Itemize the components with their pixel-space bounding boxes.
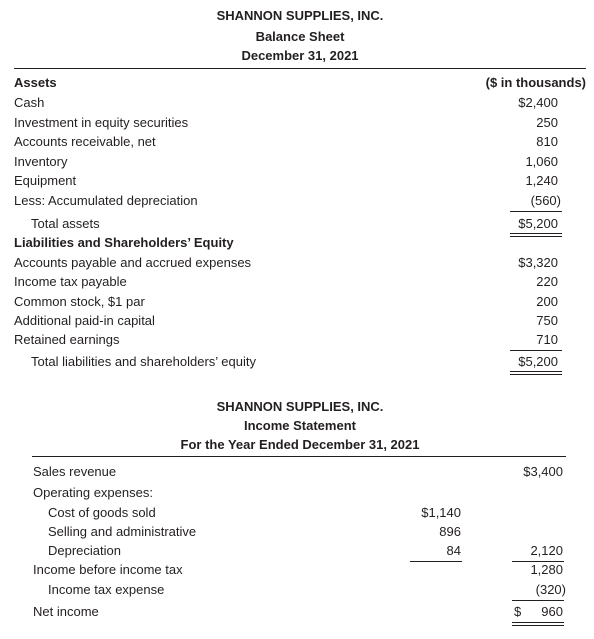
expenses-subtotal-rule [410,561,462,562]
total-assets-double-rule-1 [510,233,562,234]
equity-amount-retained-earnings: 710 [536,332,558,347]
expense-label-selling-admin: Selling and administrative [48,524,197,539]
liability-label-payables: Accounts payable and accrued expenses [14,255,252,270]
equity-label-retained-earnings: Retained earnings [14,332,120,347]
total-liabilities-rule [510,350,562,351]
asset-amount-inventory: 1,060 [525,154,558,169]
total-assets-label: Total assets [31,216,100,231]
asset-label-equipment: Equipment [14,173,77,188]
expense-amount-depreciation: 84 [446,543,461,558]
equity-label-common-stock: Common stock, $1 par [14,294,145,309]
expense-amount-cogs: $1,140 [421,505,461,520]
sales-revenue-amount: $3,400 [523,464,563,479]
asset-amount-cash: $2,400 [518,95,558,110]
equity-amount-apic: 750 [536,313,558,328]
bs-title: Balance Sheet [255,29,345,44]
bs-company-name: SHANNON SUPPLIES, INC. [216,8,384,23]
tax-expense-label: Income tax expense [48,582,165,597]
bs-date: December 31, 2021 [241,48,359,63]
bs-header-rule [14,68,586,69]
liability-label-tax-payable: Income tax payable [14,274,127,289]
net-income-currency: $ [514,604,522,619]
net-income-amount: 960 [541,604,563,619]
is-period: For the Year Ended December 31, 2021 [180,437,420,452]
is-header-rule [32,456,566,457]
expense-amount-selling-admin: 896 [439,524,461,539]
total-liabilities-double-rule-2 [510,374,562,375]
asset-amount-equipment: 1,240 [525,173,558,188]
total-liabilities-amount: $5,200 [518,354,558,369]
asset-label-depreciation: Less: Accumulated depreciation [14,193,198,208]
assets-heading: Assets [14,75,57,90]
net-income-rule [512,600,564,601]
tax-expense-amount: (320) [535,582,566,597]
asset-amount-investment: 250 [536,115,558,130]
sales-revenue-label: Sales revenue [33,464,117,479]
asset-amount-depreciation: (560) [530,193,561,208]
units-label: ($ in thousands) [485,75,586,90]
asset-label-inventory: Inventory [14,154,68,169]
liabilities-heading: Liabilities and Shareholders’ Equity [14,235,234,250]
asset-label-cash: Cash [14,95,45,110]
is-company-name: SHANNON SUPPLIES, INC. [216,399,384,414]
asset-label-investment: Investment in equity securities [14,115,189,130]
net-income-double-rule-1 [512,622,564,623]
asset-label-receivable: Accounts receivable, net [14,134,156,149]
equity-amount-common-stock: 200 [536,294,558,309]
total-assets-amount: $5,200 [518,216,558,231]
net-income-double-rule-2 [512,625,564,626]
net-income-label: Net income [33,604,99,619]
income-before-tax-label: Income before income tax [33,562,183,577]
asset-amount-receivable: 810 [536,134,558,149]
total-assets-double-rule-2 [510,236,562,237]
total-liabilities-double-rule-1 [510,371,562,372]
income-before-tax-amount: 1,280 [530,562,563,577]
total-expenses-amount: 2,120 [530,543,563,558]
total-assets-rule [510,211,562,212]
total-liabilities-label: Total liabilities and shareholders’ equity [31,354,256,369]
equity-label-apic: Additional paid-in capital [14,313,155,328]
liability-amount-tax-payable: 220 [536,274,558,289]
expense-label-cogs: Cost of goods sold [48,505,156,520]
opex-heading: Operating expenses: [33,485,153,500]
expense-label-depreciation: Depreciation [48,543,121,558]
liability-amount-payables: $3,320 [518,255,558,270]
is-title: Income Statement [244,418,356,433]
